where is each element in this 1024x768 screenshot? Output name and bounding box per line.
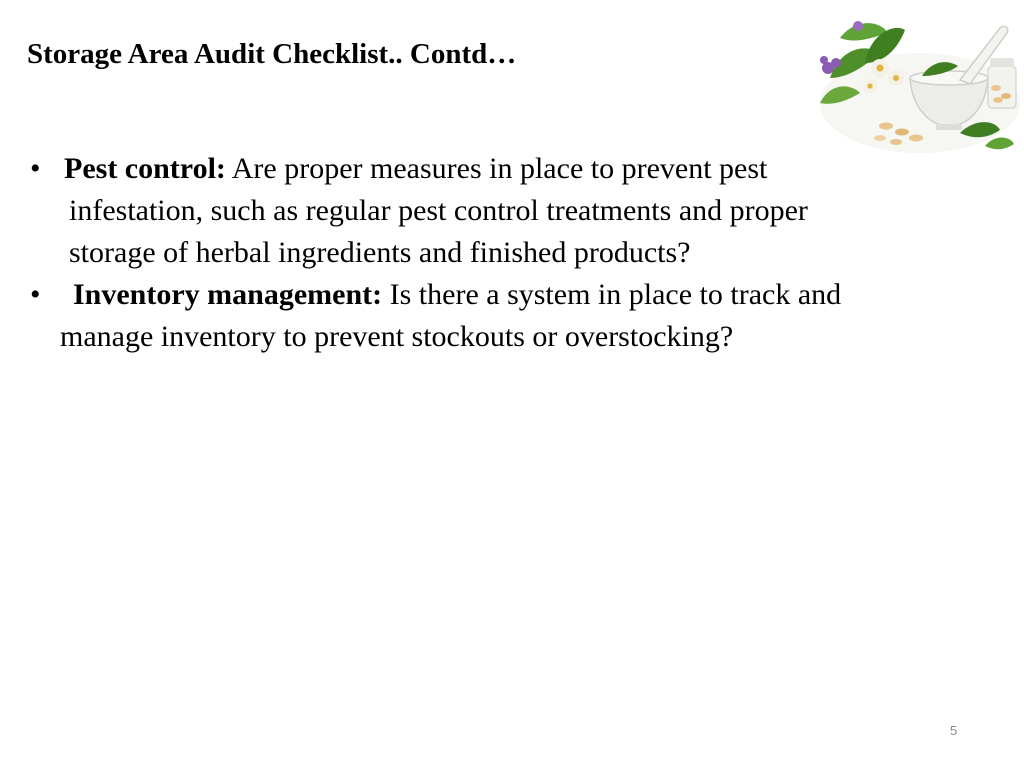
herbal-mortar-pestle-icon [810,8,1022,158]
bullet-list [30,148,990,358]
bullet-dot: • [30,278,41,311]
capsule-jar [988,58,1016,108]
slide-title: Storage Area Audit Checklist.. Contd… [27,38,517,70]
bullet-dot: • [30,152,41,185]
bullet-pest-control [30,148,990,274]
bullet-inventory-management [30,274,990,358]
bullet-line [64,148,990,190]
bullet-text: Are proper measures in place to prevent pest [225,152,768,185]
bullet-lead: Pest control: [64,152,226,185]
bullet-line: infestation, such as regular pest control treatments and proper [69,194,808,227]
page-number: 5 [950,723,958,738]
bullet-line: manage inventory to prevent stockouts or overstocking? [60,320,734,353]
bullet-lead: Inventory management: [73,278,383,311]
bullet-line [30,274,990,316]
bullet-text: Is there a system in place to track and [382,278,842,311]
bullet-line: storage of herbal ingredients and finished products? [69,236,691,269]
